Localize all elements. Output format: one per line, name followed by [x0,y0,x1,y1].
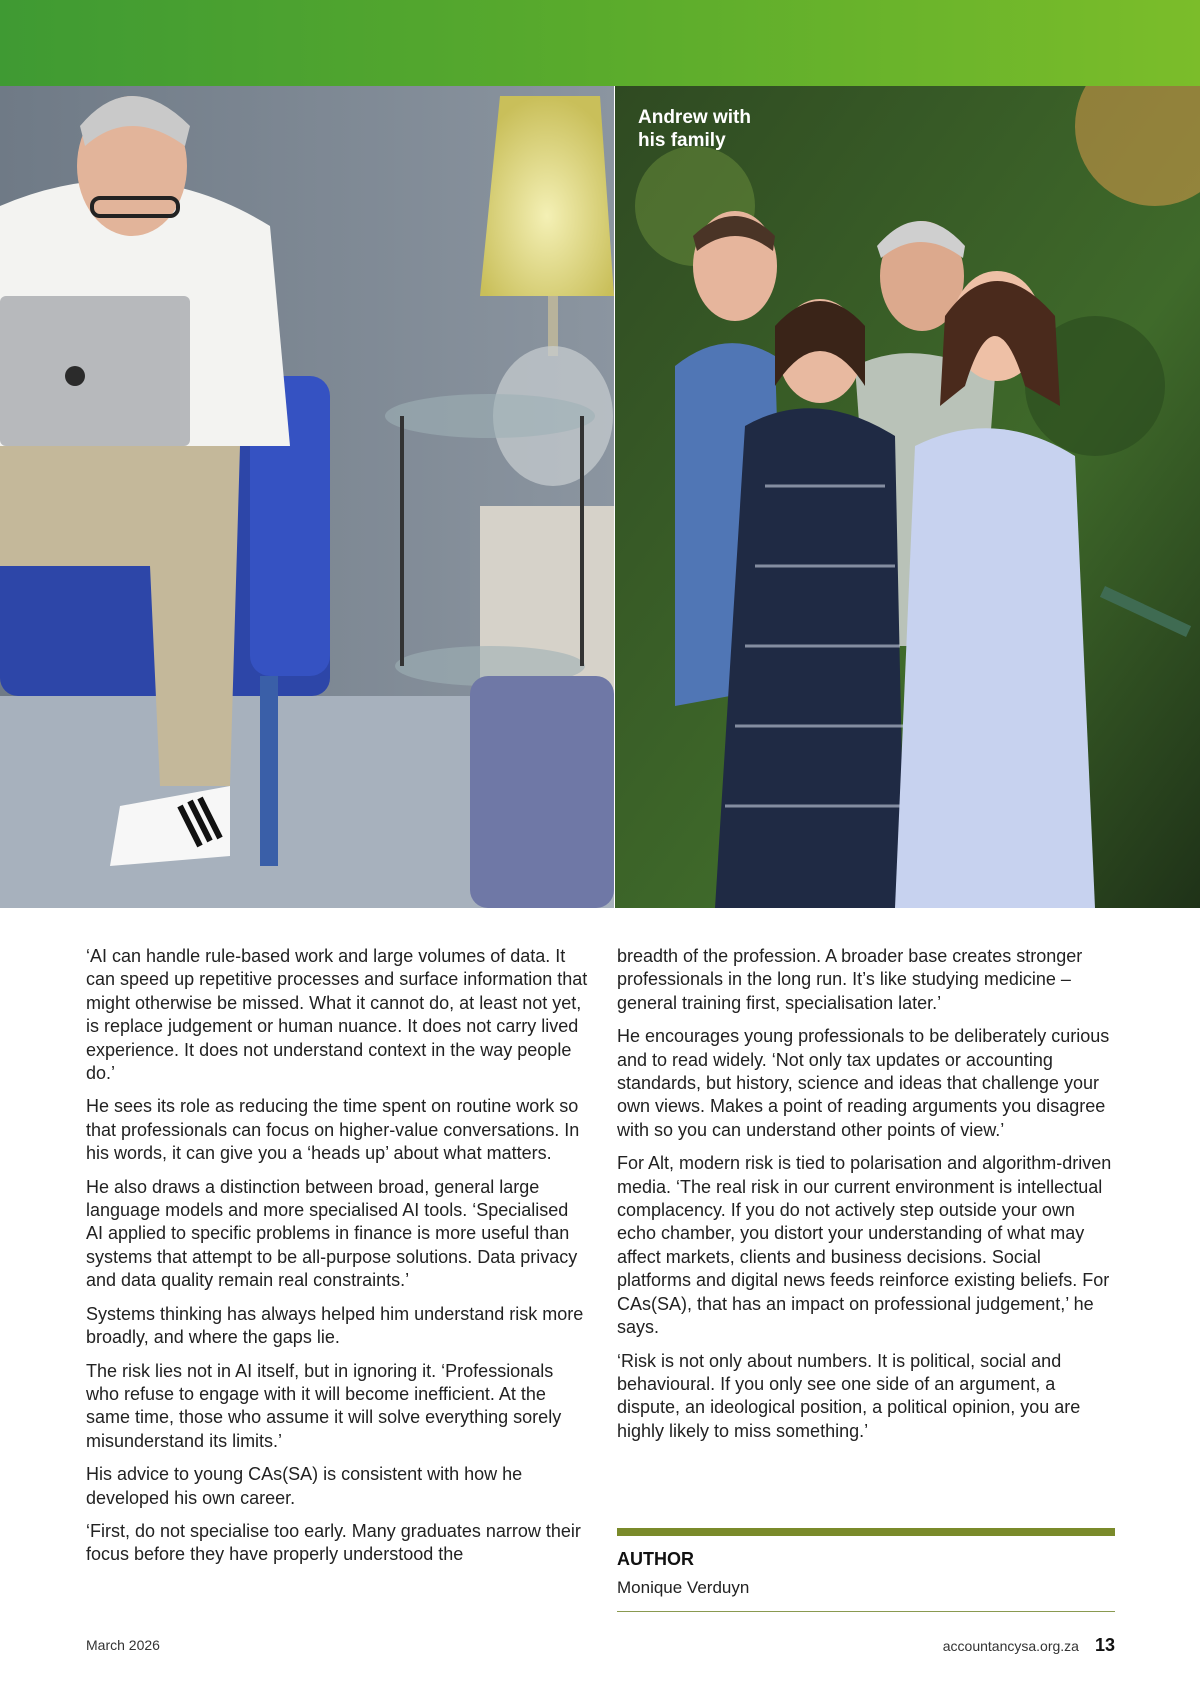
author-name: Monique Verduyn [617,1578,750,1597]
paragraph: Systems thinking has always helped him understand risk more broadly, and where the gaps lie. [86,1303,584,1348]
author-bottom-divider [617,1611,1115,1612]
paragraph: ‘First, do not specialise too early. Many graduates narrow their focus before they have properly understood the [86,1520,581,1565]
footer-date: March 2026 [86,1637,160,1653]
photo-illustration [0,86,614,908]
photo-illustration [615,86,1200,908]
family-photo [615,86,1200,908]
paragraph: His advice to young CAs(SA) is consistent with how he developed his own career. [86,1464,523,1508]
footer-right [943,1635,1115,1656]
paragraph: breadth of the profession. A broader base creates stronger professionals in the long run. It’s like studying medicine – general training first, specialisation later.’ [617,946,1083,1013]
paragraph: He sees its role as reducing the time spent on routine work so that professionals can focus on higher-value conversations. In his words, it can give you a ‘heads up’ about what matters. [86,1096,580,1164]
author-label: AUTHOR [617,1549,694,1569]
paragraph: ‘AI can handle rule-based work and large volumes of data. It can speed up repetitive processes and surface information that might otherwise be missed. What it cannot do, at least not yet, is replace judgement or human nuance. It does not carry lived experience. It does not understand context in the way people do.’ [86,946,588,1084]
photo-caption: Andrew with his family [638,107,751,151]
footer-site-link[interactable]: accountancysa.org.za [942,1638,1079,1654]
author-divider [617,1528,1115,1536]
paragraph: For Alt, modern risk is tied to polarisation and algorithm-driven media. ‘The real risk in our current environment is intellectual complacency. If you do not actively step outside your own echo chamber, you distort your understanding of what may affect markets, clients and business decisions. Social platforms and digital news feeds reinforce existing beliefs. For CAs(SA), that has an impact on professional judgement,’ he says. [617,1153,1112,1338]
paragraph: The risk lies not in AI itself, but in ignoring it. ‘Professionals who refuse to engage with it will become inefficient. At the same time, those who assume it will solve everything sorely misunderstand its limits.’ [86,1360,562,1451]
top-color-band [0,0,1200,86]
paragraph: He also draws a distinction between broad, general large language models and more specialised AI tools. ‘Specialised AI applied to specific problems in finance is more useful than systems that attempt to be all-purpose solutions. Data privacy and data quality remain real constraints.’ [86,1176,578,1291]
page-number: 13 [1094,1635,1115,1655]
man-with-laptop-photo [0,86,614,908]
paragraph: He encourages young professionals to be deliberately curious and to read widely. ‘Not only tax updates or accounting standards, but history, science and ideas that challenge your own views. Makes a point of reading arguments you disagree with so you can understand other points of view.’ [617,1026,1110,1140]
paragraph: ‘Risk is not only about numbers. It is political, social and behavioural. If you only see one side of an argument, a dispute, an ideological position, a political opinion, you are highly likely to miss something.’ [617,1350,1081,1441]
article-column-left [86,945,588,1577]
article-column-right [617,945,1117,1453]
